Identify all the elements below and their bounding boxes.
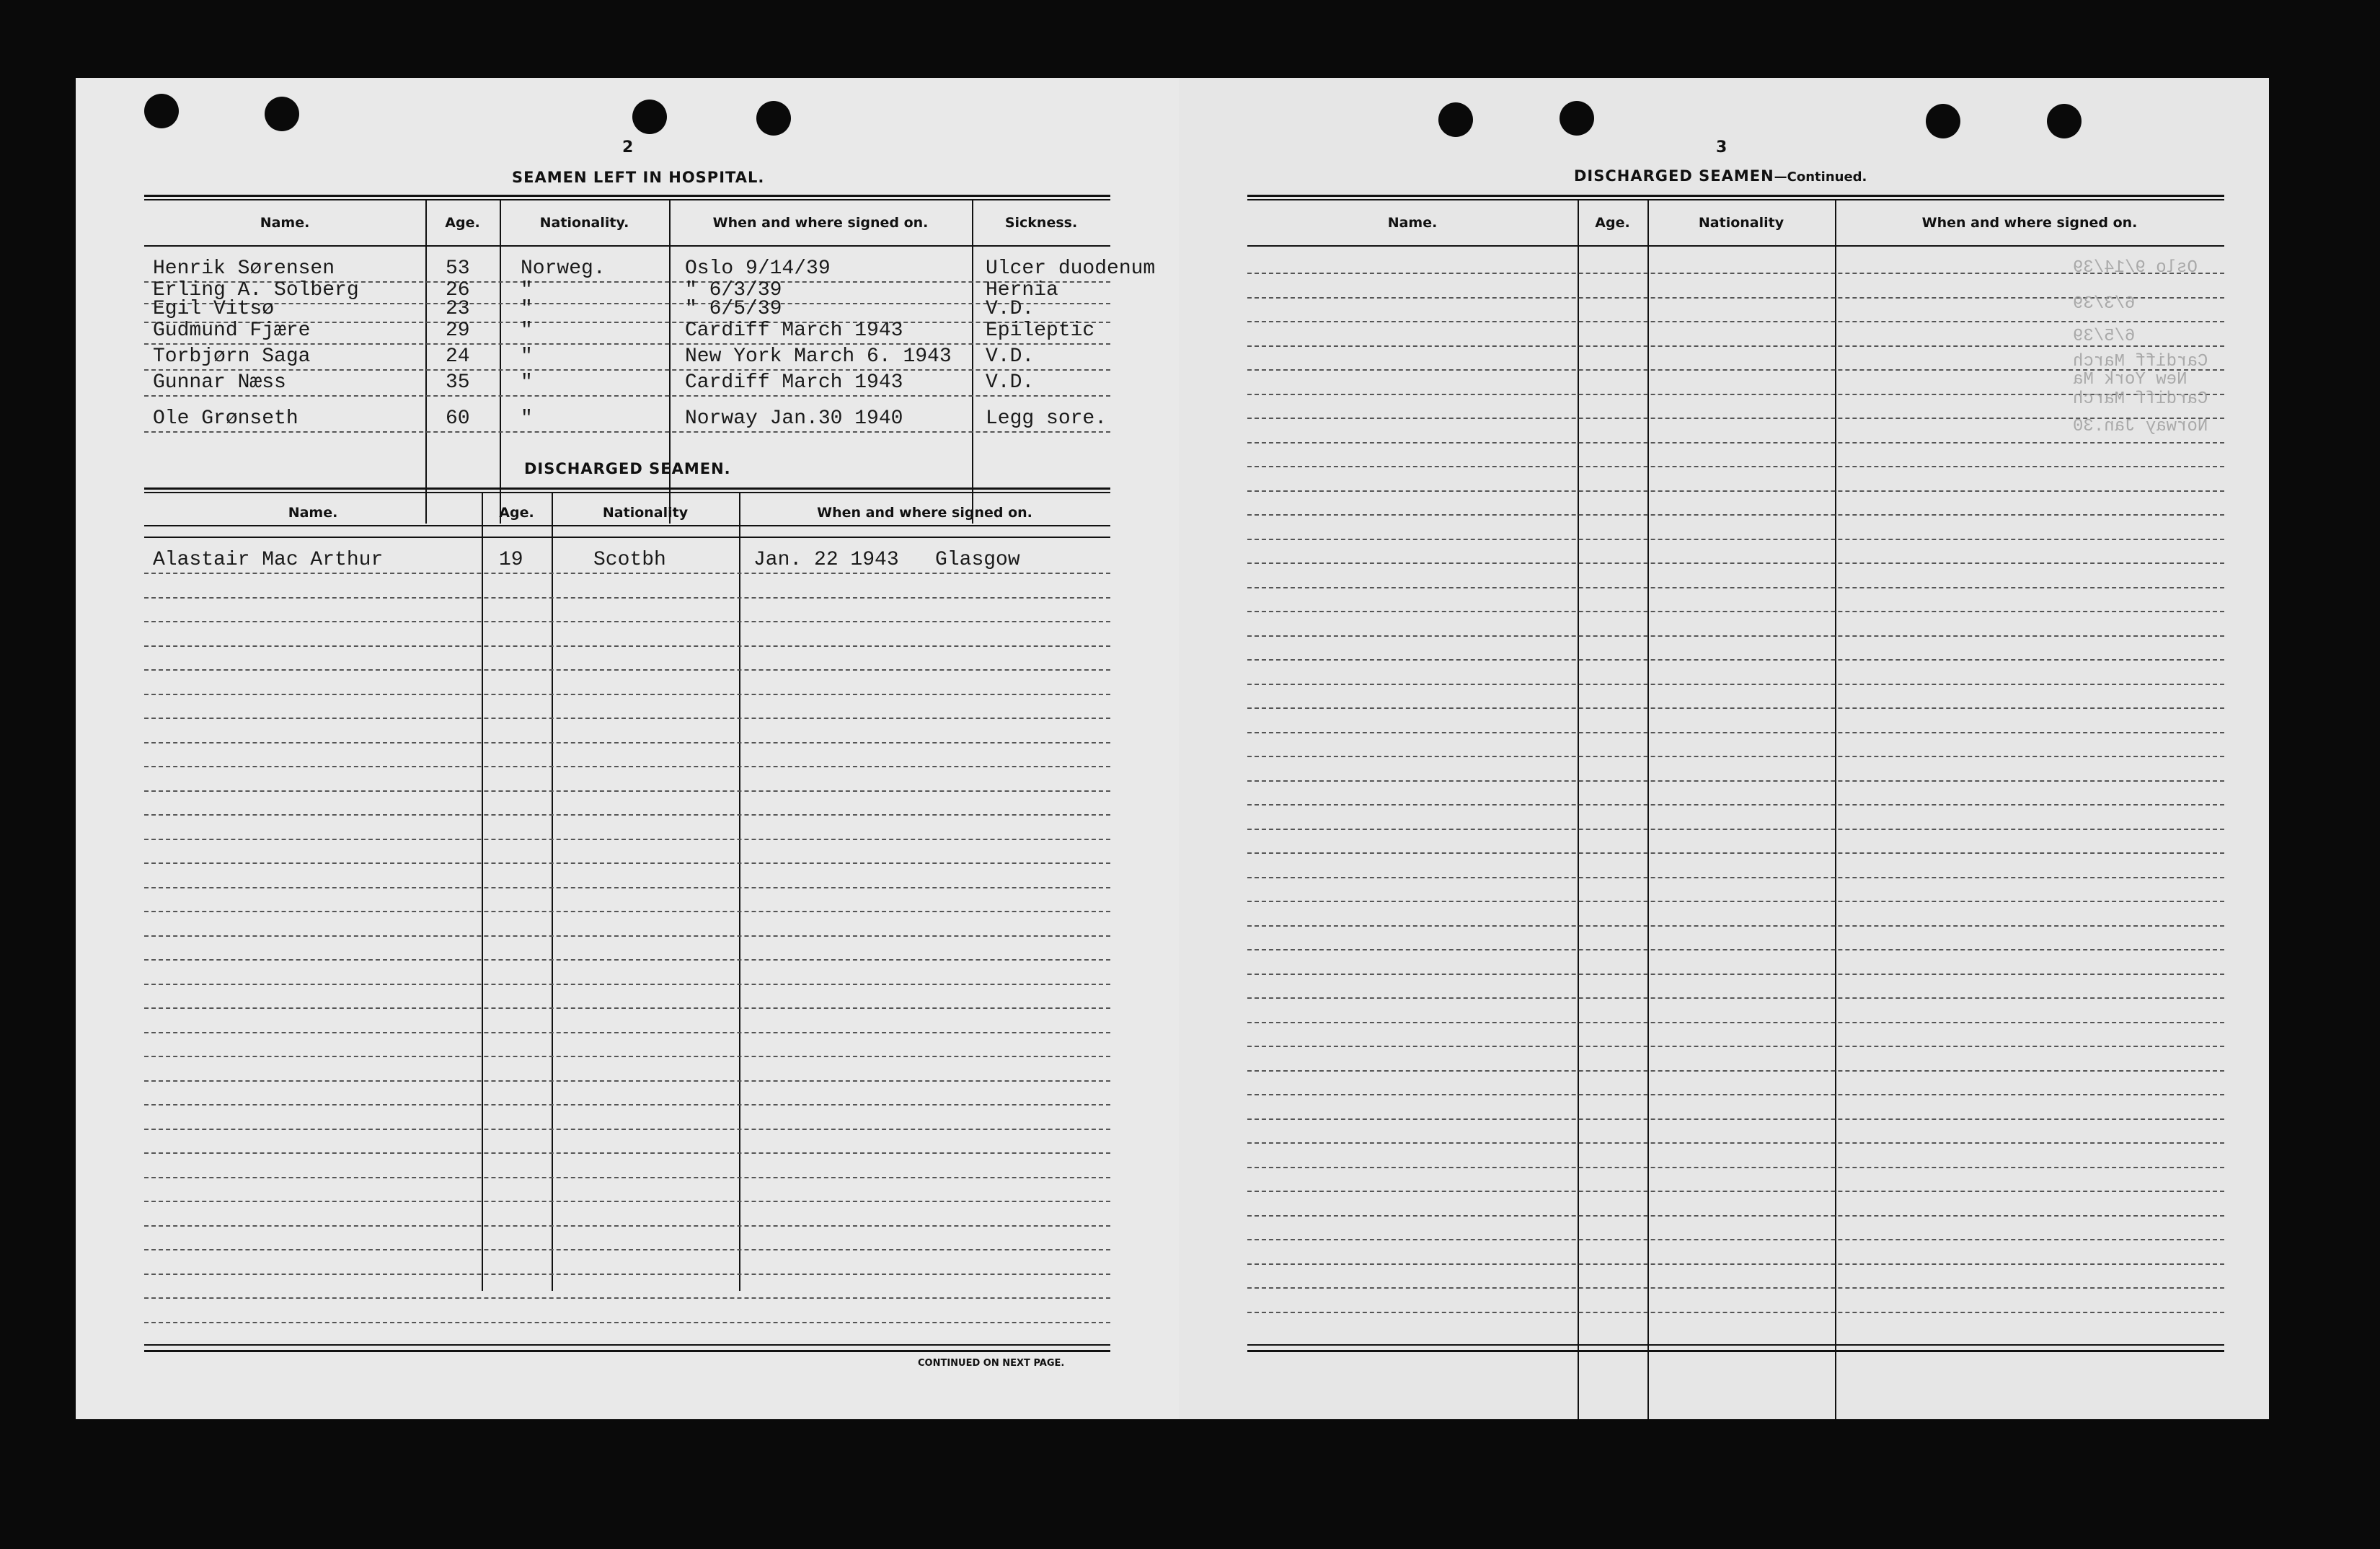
col-header-age: Age. bbox=[1595, 215, 1630, 231]
hospital-name: Gudmund Fjære bbox=[153, 319, 311, 342]
bleed-through-line: 6/3/39 bbox=[2073, 294, 2136, 314]
ruled-line bbox=[1247, 756, 2224, 757]
hospital-sickness: V.D. bbox=[986, 345, 1035, 368]
ruled-line bbox=[144, 814, 1110, 816]
ruled-line bbox=[144, 718, 1110, 719]
ruled-line bbox=[1247, 1215, 2224, 1217]
ruled-line bbox=[1247, 1191, 2224, 1192]
hospital-nationality: " bbox=[521, 319, 533, 342]
ruled-line bbox=[1247, 539, 2224, 540]
hospital-signed-on: Oslo 9/14/39 bbox=[685, 257, 831, 280]
ruled-line bbox=[1247, 587, 2224, 588]
punch-hole bbox=[756, 101, 791, 136]
hospital-sickness: Legg sore. bbox=[986, 407, 1107, 430]
ruled-line bbox=[1247, 732, 2224, 733]
table-bottom-rule bbox=[144, 1350, 1110, 1352]
ruled-line bbox=[1247, 1022, 2224, 1023]
punch-hole bbox=[1926, 104, 1960, 138]
ruled-line bbox=[144, 645, 1110, 647]
ruled-line bbox=[144, 1274, 1110, 1275]
hospital-age: 24 bbox=[446, 345, 470, 368]
ruled-line bbox=[144, 597, 1110, 599]
col-header-name: Name. bbox=[1387, 215, 1438, 231]
ruled-line bbox=[1247, 974, 2224, 975]
ruled-line bbox=[1247, 804, 2224, 806]
ruled-line bbox=[1247, 707, 2224, 709]
hospital-name: Egil Vitsø bbox=[153, 298, 275, 320]
hospital-nationality: " bbox=[521, 407, 533, 430]
hospital-signed-on: " 6/3/39 bbox=[685, 279, 782, 301]
punch-hole bbox=[265, 97, 299, 131]
ruled-line bbox=[144, 862, 1110, 864]
ruled-line bbox=[144, 984, 1110, 985]
table-top-rule bbox=[144, 195, 1110, 197]
hospital-age: 60 bbox=[446, 407, 470, 430]
ruled-line bbox=[1247, 1070, 2224, 1072]
ruled-line bbox=[144, 431, 1110, 433]
ruled-line bbox=[1247, 1046, 2224, 1047]
table-bottom-rule bbox=[1247, 1344, 2224, 1346]
discharged-name: Alastair Mac Arthur bbox=[153, 549, 384, 571]
page-number: 2 bbox=[622, 138, 634, 156]
ruled-line bbox=[1247, 1118, 2224, 1120]
hospital-age: 29 bbox=[446, 319, 470, 342]
ruled-line bbox=[1247, 321, 2224, 322]
ruled-line bbox=[1247, 780, 2224, 782]
column-divider bbox=[1647, 200, 1649, 1419]
right-page bbox=[1179, 78, 2269, 1419]
bleed-through-line: New York Ma bbox=[2073, 370, 2187, 389]
hospital-age: 26 bbox=[446, 279, 470, 301]
ruled-line bbox=[144, 959, 1110, 961]
ruled-line bbox=[1247, 442, 2224, 443]
discharged-continued-title: DISCHARGED SEAMEN—Continued. bbox=[1574, 167, 1867, 185]
ruled-line bbox=[144, 694, 1110, 695]
ruled-line bbox=[1247, 852, 2224, 854]
ruled-line bbox=[1247, 1167, 2224, 1168]
table-top-rule bbox=[144, 487, 1110, 490]
ruled-line bbox=[1247, 1094, 2224, 1095]
ruled-line bbox=[144, 1201, 1110, 1202]
ruled-line bbox=[1247, 1239, 2224, 1240]
ruled-line bbox=[1247, 490, 2224, 492]
punch-hole bbox=[144, 94, 179, 128]
column-divider bbox=[739, 493, 740, 1291]
col-header-signed-on: When and where signed on. bbox=[817, 505, 1032, 521]
hospital-name: Henrik Sørensen bbox=[153, 257, 335, 280]
column-divider bbox=[972, 200, 973, 524]
discharged-signed-on: Jan. 22 1943 Glasgow bbox=[753, 549, 1020, 571]
punch-hole bbox=[1438, 102, 1473, 137]
punch-hole bbox=[632, 100, 667, 134]
continued-note: CONTINUED ON NEXT PAGE. bbox=[918, 1358, 1065, 1369]
hospital-signed-on: Cardiff March 1943 bbox=[685, 371, 903, 394]
hospital-sickness: V.D. bbox=[986, 298, 1035, 320]
ruled-line bbox=[1247, 901, 2224, 902]
column-divider bbox=[482, 493, 483, 1291]
hospital-sickness: V.D. bbox=[986, 371, 1035, 394]
hospital-signed-on: Norway Jan.30 1940 bbox=[685, 407, 903, 430]
ruled-line bbox=[144, 1322, 1110, 1323]
ruled-line bbox=[1247, 562, 2224, 564]
hospital-age: 35 bbox=[446, 371, 470, 394]
header-bottom-rule bbox=[1247, 245, 2224, 247]
ruled-line bbox=[144, 1152, 1110, 1154]
hospital-nationality: Norweg. bbox=[521, 257, 606, 280]
col-header-age: Age. bbox=[445, 215, 480, 231]
col-header-nationality: Nationality. bbox=[539, 215, 629, 231]
hospital-section-title: SEAMEN LEFT IN HOSPITAL. bbox=[512, 169, 765, 186]
bleed-through-line: Cardiff March bbox=[2073, 389, 2208, 409]
ruled-line bbox=[1247, 635, 2224, 637]
hospital-name: Ole Grønseth bbox=[153, 407, 298, 430]
column-divider bbox=[1578, 200, 1579, 1419]
table-top-rule bbox=[1247, 195, 2224, 197]
hospital-signed-on: New York March 6. 1943 bbox=[685, 345, 952, 368]
hospital-nationality: " bbox=[521, 298, 533, 320]
ruled-line bbox=[144, 1297, 1110, 1299]
ruled-line bbox=[1247, 1312, 2224, 1313]
page-number: 3 bbox=[1716, 138, 1728, 156]
ruled-line bbox=[144, 369, 1110, 371]
ruled-line bbox=[144, 395, 1110, 397]
punch-hole bbox=[2047, 104, 2082, 138]
column-divider bbox=[500, 200, 501, 524]
ruled-line bbox=[144, 343, 1110, 345]
hospital-nationality: " bbox=[521, 279, 533, 301]
col-header-nationality: Nationality bbox=[1698, 215, 1784, 231]
section-rule bbox=[144, 525, 1110, 526]
ruled-line bbox=[144, 935, 1110, 937]
column-divider bbox=[552, 493, 553, 1291]
hospital-signed-on: " 6/5/39 bbox=[685, 298, 782, 320]
table-top-rule bbox=[1247, 199, 2224, 200]
ruled-line bbox=[144, 303, 1110, 304]
hospital-name: Gunnar Næss bbox=[153, 371, 286, 394]
ruled-line bbox=[1247, 659, 2224, 661]
bleed-through-line: Cardiff March bbox=[2073, 352, 2208, 371]
ruled-line bbox=[1247, 1142, 2224, 1144]
ruled-line bbox=[144, 1080, 1110, 1082]
ruled-line bbox=[144, 766, 1110, 767]
table-top-rule bbox=[144, 492, 1110, 493]
discharged-nationality: Scotbh bbox=[593, 549, 666, 571]
ruled-line bbox=[1247, 466, 2224, 467]
ruled-line bbox=[1247, 949, 2224, 950]
table-top-rule bbox=[144, 199, 1110, 200]
ruled-line bbox=[144, 669, 1110, 671]
ruled-line bbox=[1247, 829, 2224, 830]
ruled-line bbox=[144, 621, 1110, 622]
bleed-through-line: 6/5/39 bbox=[2073, 327, 2136, 346]
hospital-name: Erling A. Solberg bbox=[153, 279, 359, 301]
col-header-signed-on: When and where signed on. bbox=[1921, 215, 2138, 231]
ruled-line bbox=[1247, 684, 2224, 685]
ruled-line bbox=[1247, 997, 2224, 999]
left-page bbox=[76, 78, 1179, 1419]
table-bottom-rule bbox=[144, 1344, 1110, 1346]
col-header-age: Age. bbox=[499, 505, 534, 521]
ruled-line bbox=[1247, 925, 2224, 927]
hospital-age: 53 bbox=[446, 257, 470, 280]
header-bottom-rule bbox=[144, 245, 1110, 247]
col-header-signed-on: When and where signed on. bbox=[712, 215, 929, 231]
ruled-line bbox=[1247, 1287, 2224, 1289]
ruled-line bbox=[144, 1177, 1110, 1178]
table-bottom-rule bbox=[1247, 1350, 2224, 1352]
hospital-nationality: " bbox=[521, 345, 533, 368]
ruled-line bbox=[144, 742, 1110, 743]
bleed-through-line: Norway Jan.30 bbox=[2073, 417, 2208, 436]
hospital-sickness: Ulcer duodenum bbox=[986, 257, 1156, 280]
ruled-line bbox=[1247, 514, 2224, 516]
hospital-age: 23 bbox=[446, 298, 470, 320]
hospital-name: Torbjørn Saga bbox=[153, 345, 311, 368]
ruled-line bbox=[144, 790, 1110, 792]
hospital-sickness: Epileptic bbox=[986, 319, 1095, 342]
ruled-line bbox=[144, 1104, 1110, 1106]
punch-hole bbox=[1560, 101, 1594, 136]
col-header-nationality: Nationality bbox=[602, 505, 689, 521]
column-divider bbox=[425, 200, 427, 524]
discharged-age: 19 bbox=[499, 549, 523, 571]
ruled-line bbox=[144, 1129, 1110, 1130]
ruled-line bbox=[1247, 611, 2224, 612]
ruled-line bbox=[144, 887, 1110, 888]
col-header-name: Name. bbox=[260, 215, 310, 231]
ruled-line bbox=[144, 1225, 1110, 1227]
ruled-line bbox=[144, 1032, 1110, 1033]
header-bottom-rule bbox=[144, 537, 1110, 538]
col-header-name: Name. bbox=[288, 505, 338, 521]
hospital-signed-on: Cardiff March 1943 bbox=[685, 319, 903, 342]
hospital-sickness: Hernia bbox=[986, 279, 1058, 301]
column-divider bbox=[1835, 200, 1836, 1419]
hospital-nationality: " bbox=[521, 371, 533, 394]
bleed-through-line: Oslo 9/14/39 bbox=[2073, 258, 2198, 278]
ruled-line bbox=[144, 573, 1110, 574]
ruled-line bbox=[1247, 877, 2224, 878]
ruled-line bbox=[144, 1249, 1110, 1250]
ruled-line bbox=[144, 911, 1110, 912]
discharged-section-title: DISCHARGED SEAMEN. bbox=[524, 460, 731, 477]
ruled-line bbox=[144, 839, 1110, 840]
ruled-line bbox=[144, 1007, 1110, 1009]
ruled-line bbox=[144, 1056, 1110, 1057]
ruled-line bbox=[1247, 1263, 2224, 1265]
col-header-sickness: Sickness. bbox=[1004, 215, 1078, 231]
